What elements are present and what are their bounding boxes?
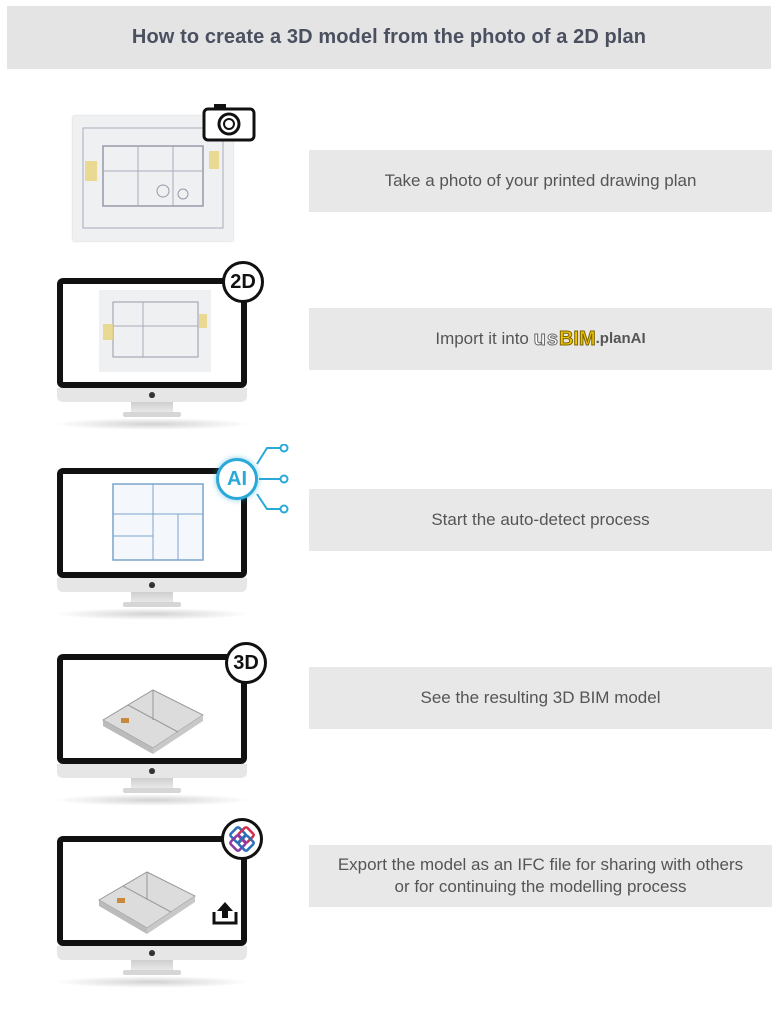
step-3-text: Start the auto-detect process [431, 510, 650, 529]
step-5-box [309, 845, 772, 907]
screen-detected-plan [63, 474, 241, 572]
apple-logo-icon [149, 392, 155, 398]
step-2-box [309, 308, 772, 370]
usbim-logo-bim: BIM [558, 328, 596, 350]
3d-badge: 3D [225, 642, 267, 684]
page-title: How to create a 3D model from the photo of a 2D plan [131, 26, 647, 48]
usbim-logo-us: us [533, 328, 559, 350]
step-5-line2: or for continuing the modelling process [394, 877, 687, 896]
apple-logo-icon [149, 768, 155, 774]
step-4-box [309, 667, 772, 729]
ai-connector-lines [255, 444, 291, 516]
screen-3d-model [63, 660, 241, 758]
step-1-box [309, 150, 772, 212]
upload-icon [211, 900, 239, 926]
ifc-logo-icon [221, 818, 263, 860]
step-4-text: See the resulting 3D BIM model [420, 688, 661, 707]
step-5-line1: Export the model as an IFC file for sharing with others [337, 855, 744, 874]
step-2-prefix: Import it into [435, 329, 529, 348]
step-1-text: Take a photo of your printed drawing plan [384, 171, 697, 190]
step-3-box [309, 489, 772, 551]
apple-logo-icon [149, 582, 155, 588]
2d-badge: 2D [222, 261, 264, 303]
ai-badge: AI [216, 458, 258, 500]
screen-plan-image [63, 284, 241, 382]
apple-logo-icon [149, 950, 155, 956]
usbim-logo-planai: .planAI [595, 330, 646, 347]
camera-icon [202, 102, 256, 142]
title-banner [7, 6, 771, 69]
